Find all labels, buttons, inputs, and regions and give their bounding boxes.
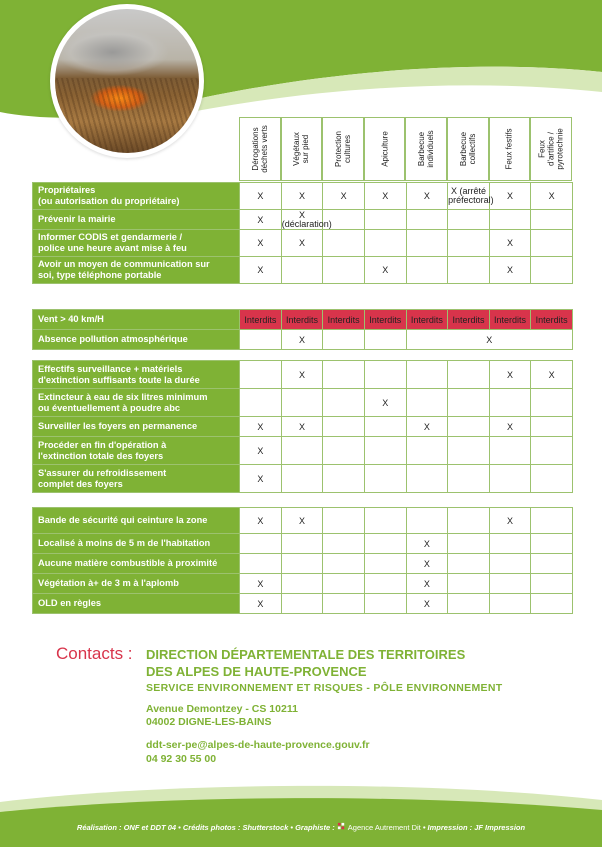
table-row xyxy=(33,417,573,437)
table-cell xyxy=(489,210,531,230)
table-cell xyxy=(448,257,490,284)
table-cell: X xyxy=(406,574,448,594)
column-header-label: Barbecue individuels xyxy=(417,130,436,168)
table-cell xyxy=(323,465,365,493)
table-cell: X xyxy=(406,594,448,614)
row-label: OLD en règles xyxy=(33,594,240,614)
table-cell xyxy=(281,389,323,417)
row-label: Effectifs surveillance + matériels d'extinction suffisants toute la durée xyxy=(33,361,240,389)
table-cell xyxy=(323,594,365,614)
table-cell xyxy=(364,574,406,594)
table-cell: X xyxy=(489,230,531,257)
table-cell: X xyxy=(240,465,282,493)
table-cell-merged: X xyxy=(406,330,572,350)
table-cell: X xyxy=(240,508,282,534)
direction-name xyxy=(146,646,566,680)
column-header-label: Apiculture xyxy=(380,131,390,167)
table-cell xyxy=(364,465,406,493)
table-cell xyxy=(406,508,448,534)
address-line-1: Avenue Demontzey - CS 10211 xyxy=(146,703,298,715)
requirements-section xyxy=(32,507,573,614)
table-cell xyxy=(448,554,490,574)
row-label: Surveiller les foyers en permanence xyxy=(33,417,240,437)
table-row xyxy=(33,230,573,257)
table-row xyxy=(33,534,573,554)
table-cell xyxy=(448,534,490,554)
table-cell xyxy=(323,534,365,554)
table-cell xyxy=(323,554,365,574)
table-cell: X xyxy=(406,534,448,554)
table-cell xyxy=(531,508,573,534)
table-cell xyxy=(240,389,282,417)
table-row xyxy=(33,508,573,534)
table-cell xyxy=(323,574,365,594)
table-cell: Interdits xyxy=(406,310,448,330)
table-cell xyxy=(364,437,406,465)
table-cell xyxy=(364,554,406,574)
table-cell xyxy=(281,465,323,493)
table-cell: X xyxy=(489,361,531,389)
address xyxy=(146,703,298,729)
table-cell xyxy=(281,594,323,614)
table-row xyxy=(33,210,573,230)
table-cell xyxy=(489,437,531,465)
table-cell: Interdits xyxy=(364,310,406,330)
table-cell: X xyxy=(406,417,448,437)
row-label: Végétation à+ de 3 m à l'aplomb xyxy=(33,574,240,594)
bottom-green-band xyxy=(0,770,602,847)
table-cell xyxy=(406,361,448,389)
row-label: Avoir un moyen de communication sur soi, type téléphone portable xyxy=(33,257,240,284)
email-link[interactable]: ddt-ser-pe@alpes-de-haute-provence.gouv.fr xyxy=(146,739,370,751)
table-cell: X xyxy=(240,437,282,465)
table-cell: Interdits xyxy=(240,310,282,330)
table-cell: X xyxy=(489,183,531,210)
table-cell xyxy=(323,437,365,465)
table-cell xyxy=(240,534,282,554)
table-cell xyxy=(448,389,490,417)
agency-logo-icon xyxy=(337,822,346,831)
row-label: S'assurer du refroidissement complet des foyers xyxy=(33,465,240,493)
table-cell: X xyxy=(364,183,406,210)
table-cell: X xyxy=(323,183,365,210)
table-cell xyxy=(323,230,365,257)
table-cell xyxy=(281,534,323,554)
table-cell xyxy=(323,330,365,350)
table-cell xyxy=(323,508,365,534)
table-cell xyxy=(531,437,573,465)
table-cell xyxy=(448,594,490,614)
direction-line-2: DES ALPES DE HAUTE-PROVENCE xyxy=(146,664,367,679)
table-cell: X xyxy=(281,330,323,350)
table-cell: X xyxy=(531,361,573,389)
table-cell xyxy=(531,534,573,554)
table-cell xyxy=(281,554,323,574)
table-row xyxy=(33,361,573,389)
table-cell: X xyxy=(364,389,406,417)
service-name: SERVICE ENVIRONNEMENT ET RISQUES - PÔLE ENVIRONNEMENT xyxy=(146,682,503,694)
table-cell: Interdits xyxy=(448,310,490,330)
column-header xyxy=(489,117,531,181)
table-cell xyxy=(531,417,573,437)
table-cell xyxy=(531,210,573,230)
table-cell xyxy=(364,417,406,437)
table-cell xyxy=(364,210,406,230)
table-cell xyxy=(406,210,448,230)
table-cell xyxy=(240,330,282,350)
table-cell: Interdits xyxy=(531,310,573,330)
table-cell xyxy=(448,230,490,257)
table-cell xyxy=(240,361,282,389)
table-cell xyxy=(406,230,448,257)
table-cell xyxy=(364,230,406,257)
table-row xyxy=(33,257,573,284)
table-cell: X (arrêté préfectoral) xyxy=(448,183,490,210)
table-cell xyxy=(406,465,448,493)
row-label: Procéder en fin d'opération à l'extinction totale des foyers xyxy=(33,437,240,465)
column-header xyxy=(281,117,323,181)
requirements-section xyxy=(32,360,573,493)
table-cell xyxy=(281,437,323,465)
table-cell: X xyxy=(240,257,282,284)
row-label: Absence pollution atmosphérique xyxy=(33,330,240,350)
row-label: Informer CODIS et gendarmerie / police une heure avant mise à feu xyxy=(33,230,240,257)
column-header xyxy=(447,117,489,181)
table-cell xyxy=(406,437,448,465)
table-cell xyxy=(531,465,573,493)
table-cell xyxy=(448,210,490,230)
row-label: Vent > 40 km/H xyxy=(33,310,240,330)
table-cell: X xyxy=(281,183,323,210)
table-cell: X xyxy=(281,361,323,389)
column-header-label: Feux festifs xyxy=(504,128,514,170)
table-cell xyxy=(448,361,490,389)
row-label: Bande de sécurité qui ceinture la zone xyxy=(33,508,240,534)
contact-details xyxy=(146,738,370,766)
credits-part-2: • Impression : JF Impression xyxy=(420,823,526,832)
table-cell: Interdits xyxy=(489,310,531,330)
table-row xyxy=(33,594,573,614)
table-cell xyxy=(448,417,490,437)
table-cell: X xyxy=(281,417,323,437)
requirements-section xyxy=(32,182,573,284)
phone-number: 04 92 30 55 00 xyxy=(146,753,217,765)
table-cell: X xyxy=(489,257,531,284)
table-cell xyxy=(323,417,365,437)
column-header xyxy=(405,117,447,181)
table-cell xyxy=(364,330,406,350)
table-row xyxy=(33,465,573,493)
direction-line-1: DIRECTION DÉPARTEMENTALE DES TERRITOIRES xyxy=(146,647,466,662)
table-cell xyxy=(281,574,323,594)
credits-part-1: Réalisation : ONF et DDT 04 • Crédits photos : Shutterstock • Graphiste : xyxy=(76,823,337,832)
table-cell: X xyxy=(281,508,323,534)
row-label: Propriétaires (ou autorisation du propriétaire) xyxy=(33,183,240,210)
table-cell xyxy=(364,594,406,614)
row-label: Localisé à moins de 5 m de l'habitation xyxy=(33,534,240,554)
table-cell: X xyxy=(240,210,282,230)
table-cell xyxy=(240,554,282,574)
table-cell xyxy=(323,389,365,417)
table-row xyxy=(33,330,573,350)
table-cell: X (déclaration) xyxy=(281,209,332,229)
address-line-2: 04002 DIGNE-LES-BAINS xyxy=(146,716,272,728)
table-cell xyxy=(406,389,448,417)
credits-footer xyxy=(0,822,602,832)
table-row xyxy=(33,183,573,210)
row-label: Aucune matière combustible à proximité xyxy=(33,554,240,574)
table-row xyxy=(33,310,573,330)
grass-fire-photo xyxy=(55,9,199,153)
table-row xyxy=(33,389,573,417)
requirements-section xyxy=(32,309,573,350)
table-cell: X xyxy=(406,183,448,210)
table-cell xyxy=(531,230,573,257)
table-cell xyxy=(364,361,406,389)
table-cell xyxy=(531,389,573,417)
table-cell xyxy=(489,534,531,554)
table-cell xyxy=(489,594,531,614)
table-cell xyxy=(531,554,573,574)
table-cell: X xyxy=(364,257,406,284)
table-cell xyxy=(406,257,448,284)
table-cell: Interdits xyxy=(281,310,323,330)
table-cell xyxy=(448,465,490,493)
table-row xyxy=(33,437,573,465)
table-cell xyxy=(323,257,365,284)
table-cell: X xyxy=(240,417,282,437)
table-cell xyxy=(448,574,490,594)
contacts-label: Contacts : xyxy=(56,644,133,663)
column-header xyxy=(322,117,364,181)
table-cell xyxy=(364,534,406,554)
table-cell xyxy=(448,508,490,534)
column-header-label: Végétaux sur pied xyxy=(292,132,311,166)
table-cell: X xyxy=(531,183,573,210)
column-header xyxy=(530,117,572,181)
table-cell: X xyxy=(240,183,282,210)
table-row xyxy=(33,574,573,594)
table-cell: X xyxy=(489,508,531,534)
table-cell xyxy=(531,574,573,594)
table-cell xyxy=(281,257,323,284)
table-cell: X xyxy=(240,594,282,614)
table-cell xyxy=(323,361,365,389)
agency-name: Agence Autrement Dit xyxy=(347,823,421,832)
table-cell: X xyxy=(406,554,448,574)
table-cell: X xyxy=(489,417,531,437)
table-cell xyxy=(448,437,490,465)
column-header-label: Dérogations déchets verts xyxy=(250,125,269,173)
table-cell xyxy=(489,554,531,574)
column-header-label: Barbecue collectifs xyxy=(458,131,477,167)
table-cell xyxy=(489,389,531,417)
table-cell: X xyxy=(281,230,323,257)
table-cell: X xyxy=(240,230,282,257)
row-label: Extincteur à eau de six litres minimum ou éventuellement à poudre abc xyxy=(33,389,240,417)
row-label: Prévenir la mairie xyxy=(33,210,240,230)
column-header-label: Protection cultures xyxy=(333,130,352,168)
table-cell: X xyxy=(240,574,282,594)
column-header-label: Feux d'artifice / pyrotechnie xyxy=(537,128,565,170)
table-cell xyxy=(489,574,531,594)
table-cell: Interdits xyxy=(323,310,365,330)
table-cell xyxy=(531,594,573,614)
column-header xyxy=(239,117,281,181)
table-cell xyxy=(489,465,531,493)
table-row xyxy=(33,554,573,574)
column-header xyxy=(364,117,406,181)
table-cell xyxy=(531,257,573,284)
table-cell xyxy=(364,508,406,534)
